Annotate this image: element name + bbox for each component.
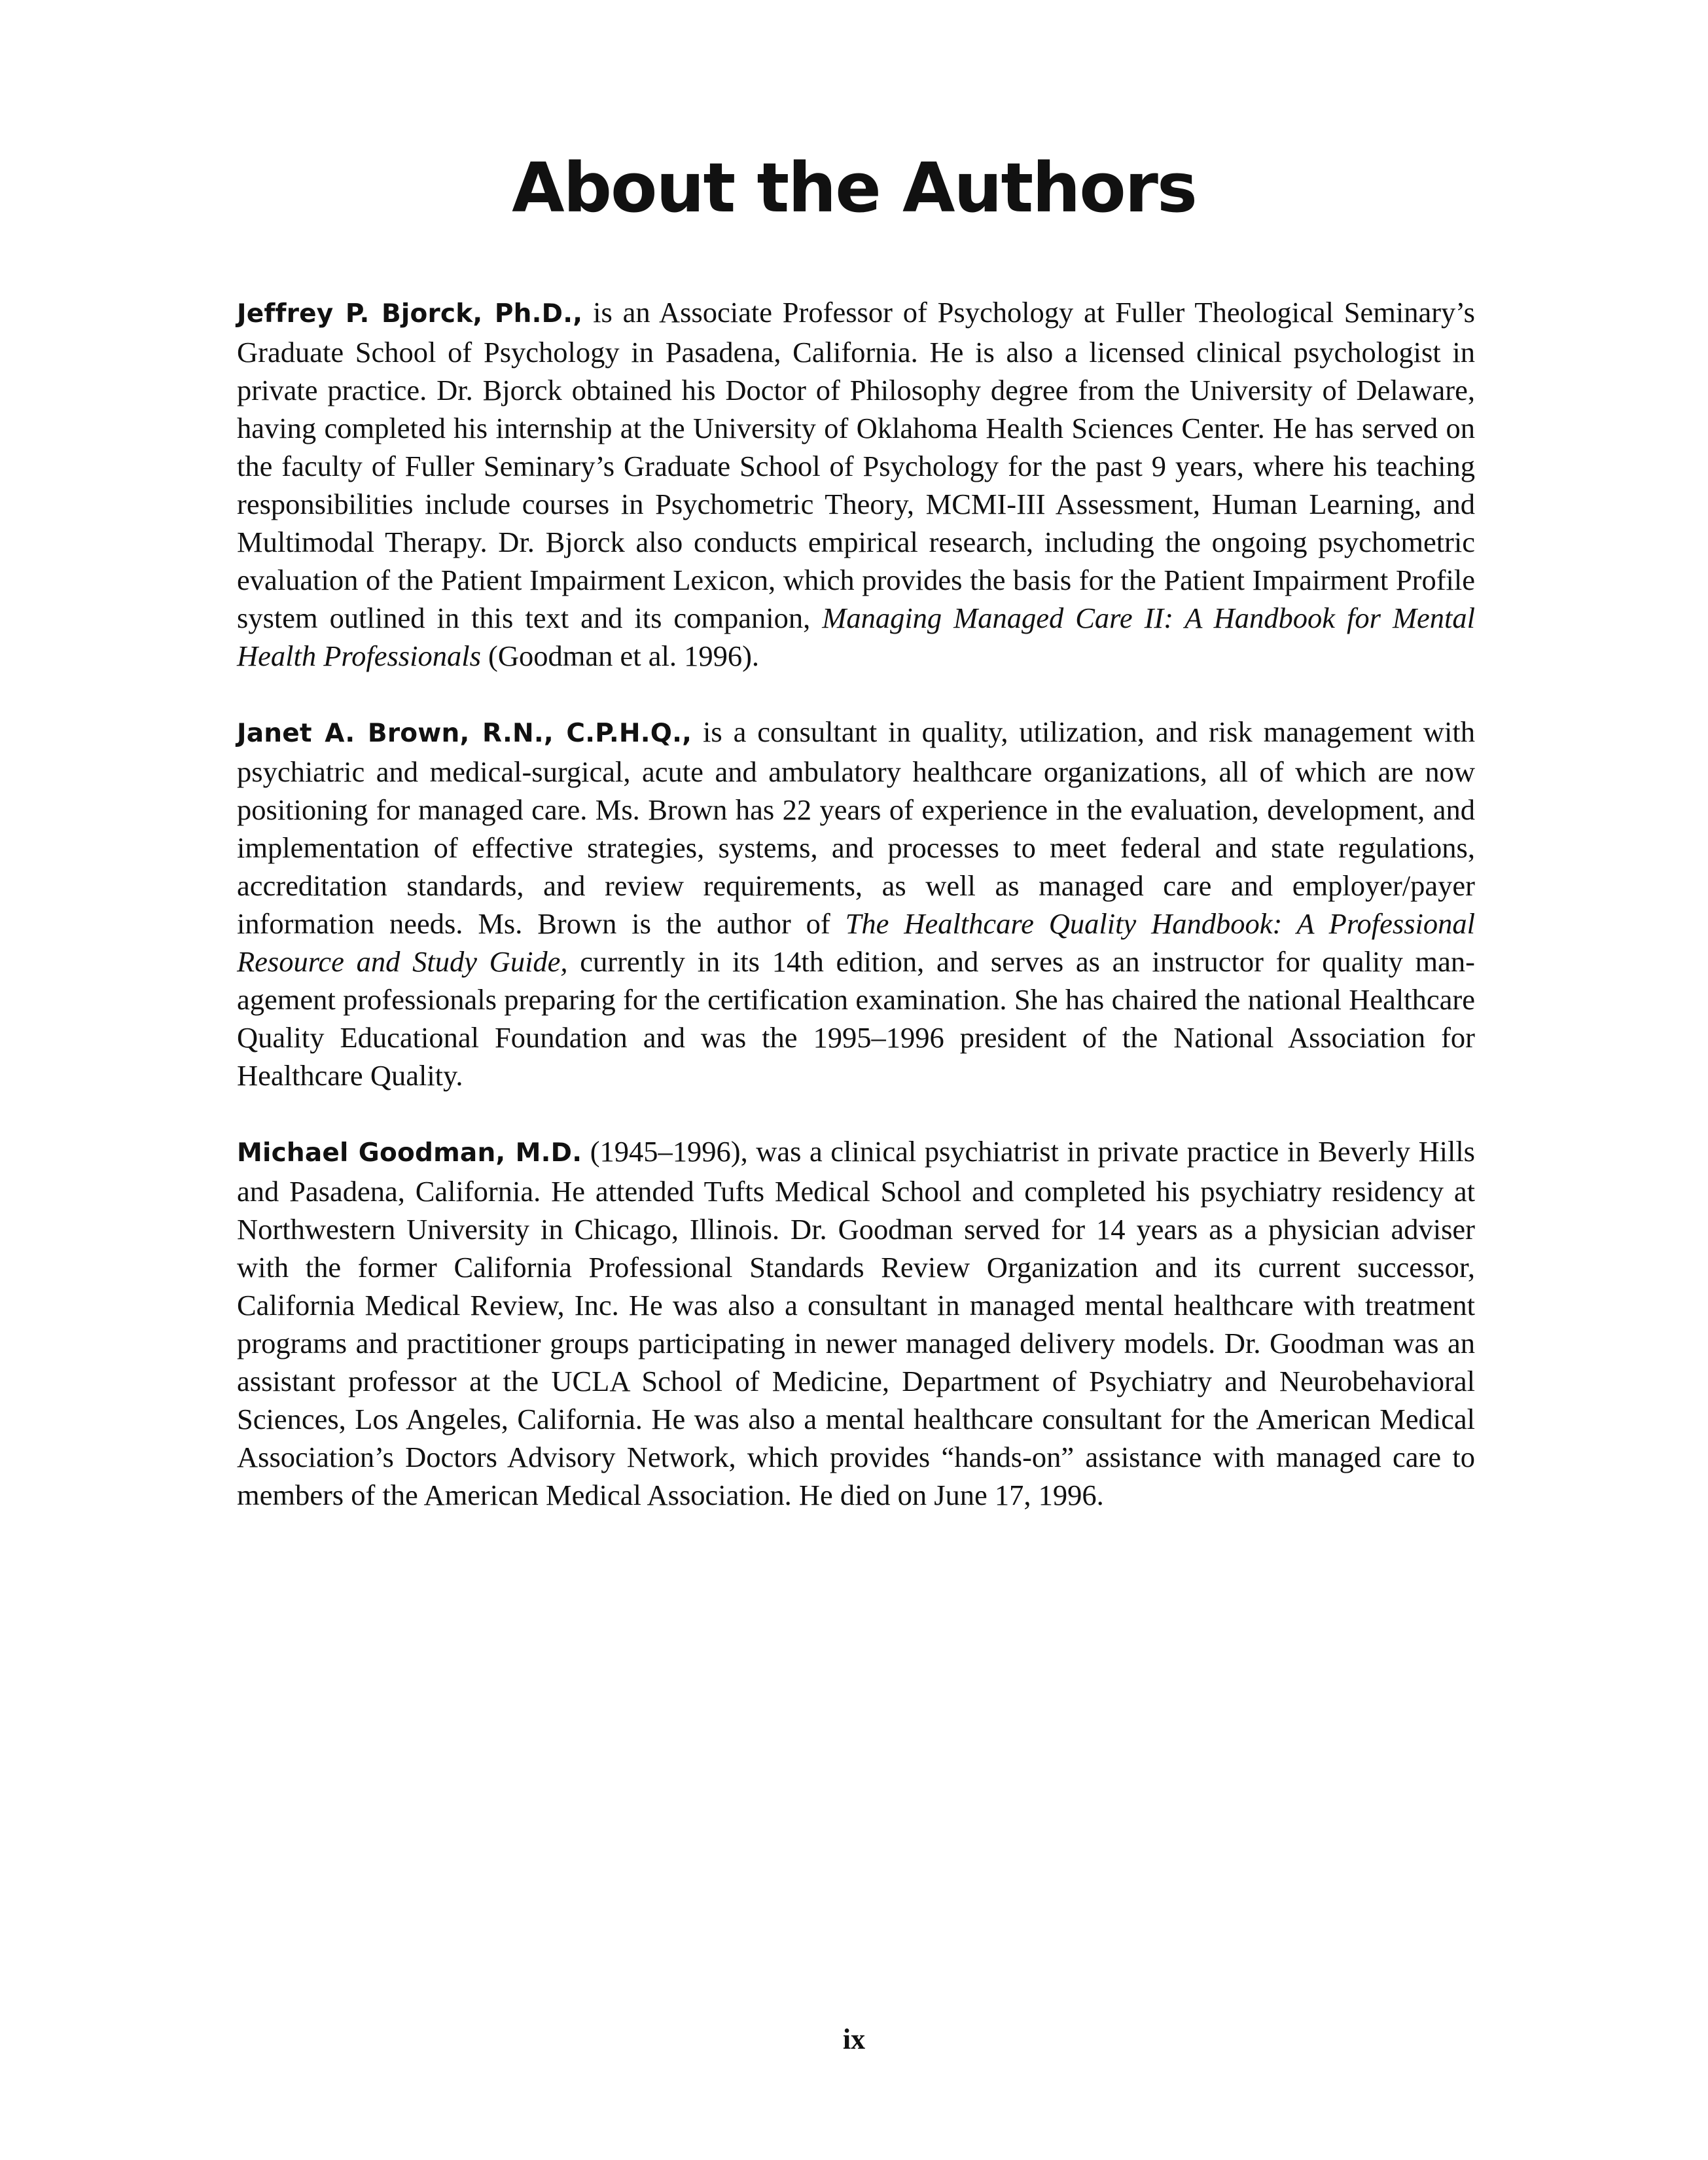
author-name: Janet A. Brown, R.N., C.P.H.Q.,	[237, 719, 692, 748]
book-title: Managing Managed Care II: A Handbook for Mental Health Professionals	[237, 602, 1475, 672]
author-name: Jeffrey P. Bjorck, Ph.D.,	[237, 299, 583, 329]
bio-text: (1945–1996), was a clinical psychiatrist in private practice in Beverly Hills and Pasadena, California. He attended Tufts Medical School and completed his psychiatry residency at Northwestern University in Chicago, Illinois. Dr. Goodman served for 14 years as a physician adviser with the former California Professional Standards Review Organization and its current successor, California Medical Review, Inc. He was also a consultant in managed mental healthcare with treatment programs and practitioner groups participating in newer managed delivery models. Dr. Goodman was an assistant professor at the UCLA School of Medicine, Department of Psychiatry and Neurobehavioral Sciences, Los Angeles, California. He was also a mental healthcare consultant for the American Medical Association’s Doctors Advisory Network, which provides “hands-on” assistance with managed care to members of the American Medical Association. He died on June 17, 1996.	[237, 1135, 1476, 1511]
author-bios	[237, 293, 1475, 1552]
page-title: About the Authors	[512, 148, 1196, 228]
author-bio-bjorck	[237, 293, 1475, 675]
page-number: ix	[842, 2023, 866, 2055]
book-title: The Healthcare Quality Handbook: A Professional Resource and Study Guide,	[237, 907, 1476, 978]
bio-text: (Goodman et al. 1996).	[480, 639, 760, 672]
author-bio-goodman	[237, 1132, 1475, 1514]
bio-text: is a consultant in quality, utilization, and risk management with psychiatric and medical-surgical, acute and ambulatory healthcare organizations, all of which are now positioning for managed care. Ms. Brown has 22 years of experience in the evaluation, development, and implementation of effective strategies, systems, and processes to meet federal and state regulations, accreditation standards, and review requirements, as well as managed care and employer/payer information needs. Ms. Brown is the author of	[237, 715, 1475, 940]
bio-text: is an Associate Professor of Psychology at Fuller Theological Seminary’s Graduate School of Psychology in Pasadena, California. He is also a licensed clinical psychologist in private practice. Dr. Bjorck obtained his Doctor of Philosophy degree from the University of Delaware, having completed his internship at the University of Oklahoma Health Sciences Center. He has served on the faculty of Fuller Seminary’s Graduate School of Psychology for the past 9 years, where his teaching responsibilities include courses in Psychometric Theory, MCMI-III Assessment, Human Learning, and Multimodal Therapy. Dr. Bjorck also conducts empirical research, including the ongoing psychometric evaluation of the Patient Impairment Lexicon, which provides the basis for the Patient Impairment Profile system outlined in this text and its companion,	[237, 296, 1475, 634]
bio-text: currently in its 14th edition, and serves as an instructor for quality management professionals preparing for the certification examination. She has chaired the national Healthcare Quality Educational Foundation and was the 1995–1996 president of the National Association for Healthcare Quality.	[237, 945, 1475, 1092]
author-name: Michael Goodman, M.D.	[237, 1138, 582, 1168]
author-bio-brown	[237, 713, 1475, 1094]
